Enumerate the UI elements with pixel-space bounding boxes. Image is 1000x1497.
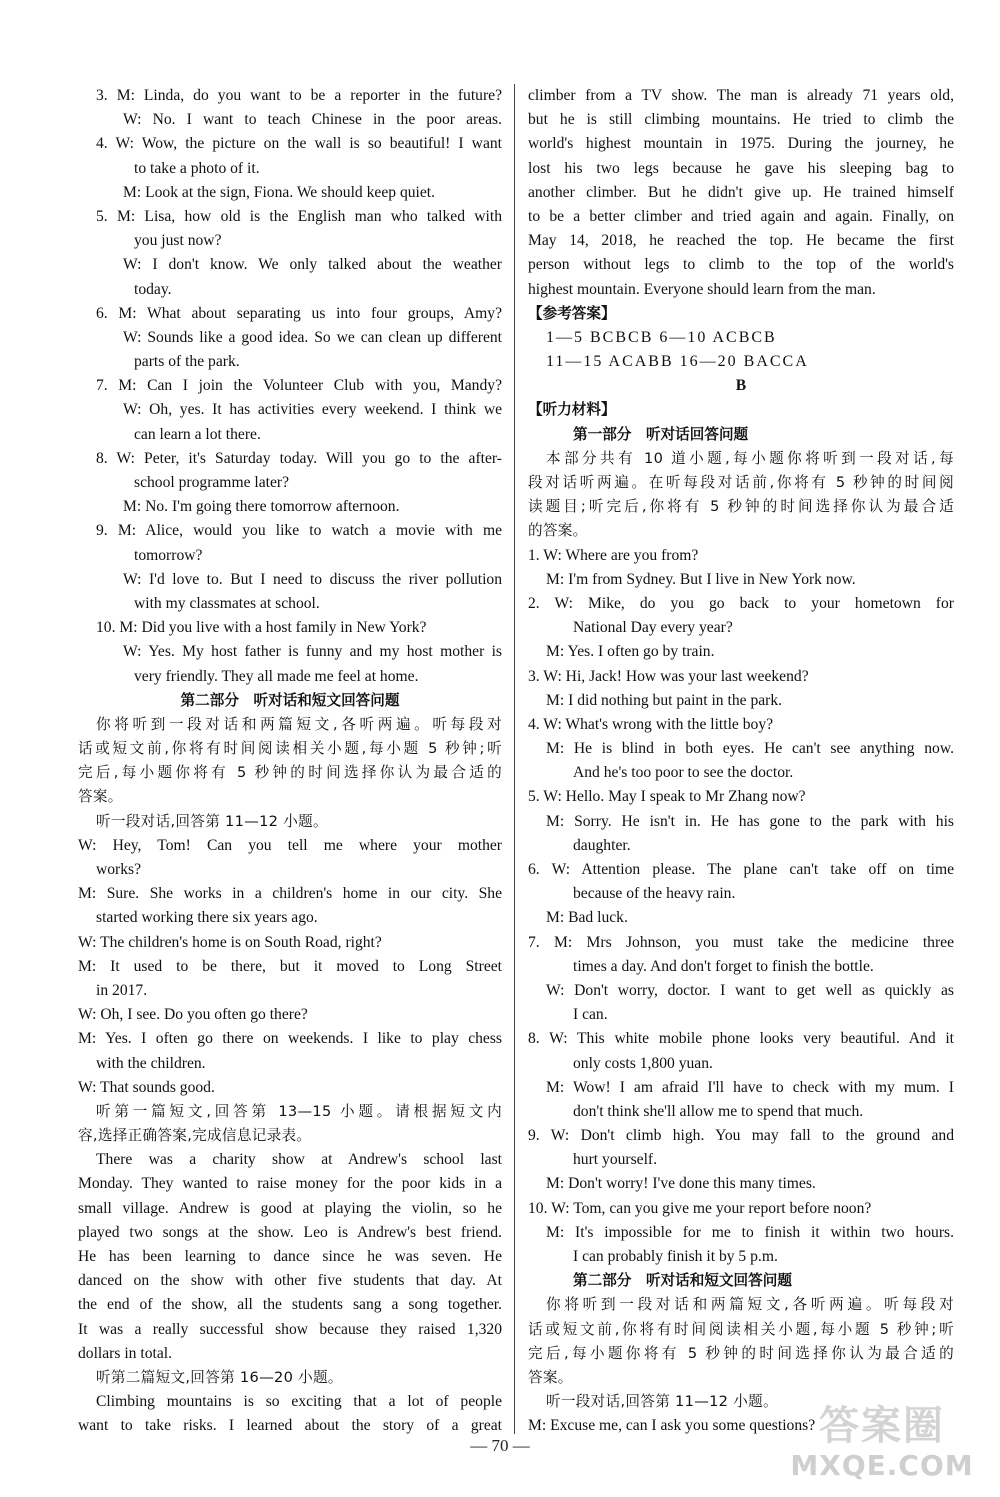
right-column	[528, 84, 954, 1439]
right-column-line: 1. W: Where are you from?	[528, 546, 699, 564]
left-column-line: works?	[96, 861, 142, 878]
left-column-line: dollars in total.	[78, 1344, 172, 1362]
left-column-line: 10. M: Did you live with a host family in New York?	[96, 619, 427, 637]
watermark-logo	[782, 1402, 982, 1488]
right-column-line: highest mountain. Everyone should learn from the man.	[528, 280, 876, 298]
left-column-line: in 2017.	[96, 981, 148, 999]
right-column-line: 听一段对话,回答第 11—12 小题。	[546, 1393, 778, 1411]
right-column-line: 3. W: Hi, Jack! How was your last weekend?	[528, 667, 809, 685]
right-column-line: 话或短文前,你将有时间阅读相关小题,每小题 5 秒钟;听	[528, 1320, 954, 1338]
right-column-line: lost his two legs because he gave his sleeping bag to	[528, 159, 954, 177]
right-column-line: M: He is blind in both eyes. He can't see anything now.	[546, 740, 954, 758]
right-column-line: 段对话听两遍。在听每段对话前,你将有 5 秒钟的时间阅	[528, 474, 954, 491]
right-column-line: 【听力材料】	[528, 401, 616, 419]
left-column-line: you just now?	[134, 232, 222, 250]
right-column-line: National Day every year?	[573, 619, 733, 637]
left-column-line: Climbing mountains is so exciting that a lot of people	[96, 1393, 502, 1411]
page-number: — 70 —	[470, 1436, 530, 1455]
right-column-line: 的答案。	[528, 522, 588, 540]
left-column-line: W: Oh, I see. Do you often go there?	[78, 1006, 308, 1024]
right-column-line: 【参考答案】	[528, 304, 616, 322]
left-column-line: want to take risks. I learned about the story of a great	[78, 1417, 502, 1435]
left-column-line: 3. M: Linda, do you want to be a reporter in the future?	[96, 87, 502, 104]
left-column-line: to take a photo of it.	[134, 159, 260, 177]
watermark-top: 答案圈	[819, 1403, 945, 1449]
column-divider	[514, 84, 515, 1434]
right-column-line: times a day. And don't forget to finish the bottle.	[573, 957, 874, 975]
left-column-line: 6. M: What about separating us into four groups, Amy?	[96, 304, 502, 322]
right-column-line: M: It's impossible for me to finish it within two hours.	[546, 1223, 954, 1241]
left-column-line: 5. M: Lisa, how old is the English man who talked with	[96, 207, 502, 225]
right-column-line: I can probably finish it by 5 p.m.	[573, 1248, 778, 1265]
right-column-line: 读题目;听完后,你将有 5 秒钟的时间选择你认为最合适	[528, 498, 954, 516]
right-column-line: to be a better climber and tried again and again. Finally, on	[528, 207, 954, 225]
right-column-line: 完后,每小题你将有 5 秒钟的时间选择你认为最合适的	[528, 1344, 954, 1362]
left-column-line: 9. M: Alice, would you like to watch a movie with me	[96, 522, 502, 540]
right-column-line: M: Sorry. He isn't in. He has gone to the park with his	[546, 812, 954, 830]
left-column-line: M: Look at the sign, Fiona. We should keep quiet.	[123, 183, 436, 201]
left-column-line: 听第二篇短文,回答第 16—20 小题。	[96, 1368, 343, 1386]
left-column-line: W: I don't know. We only talked about the weather	[123, 256, 502, 274]
left-column-line: very friendly. They all made me feel at home.	[134, 667, 419, 685]
left-column-line: M: Yes. I often go there on weekends. I like to play chess	[78, 1030, 502, 1048]
left-column-line: played two songs at the show. Leo is Andrew's best friend.	[78, 1223, 502, 1241]
right-column-line: 2. W: Mike, do you go back to your hometown for	[528, 594, 954, 612]
left-column-line: W: No. I want to teach Chinese in the poor areas.	[123, 111, 502, 129]
right-column-line: M: Yes. I often go by train.	[546, 643, 715, 661]
right-column-line: 答案。	[528, 1368, 573, 1386]
left-column-line: small village. Andrew is good at playing the violin, so he	[78, 1199, 502, 1217]
right-column-line: don't think she'll allow me to spend that much.	[573, 1102, 864, 1120]
right-column-line: person without legs to climb to the top of the world's	[528, 256, 954, 274]
left-column-line: parts of the park.	[134, 353, 240, 371]
left-column	[78, 84, 502, 1439]
right-column-line: M: Wow! I am afraid I'll have to check with my mum. I	[546, 1078, 954, 1096]
right-column-line: because of the heavy rain.	[573, 885, 736, 903]
left-column-line: He has been learning to dance since he was seven. He	[78, 1248, 502, 1265]
right-column-line: M: Don't worry! I've done this many times.	[546, 1175, 816, 1193]
right-column-line: 6. W: Attention please. The plane can't take off on time	[528, 861, 954, 878]
left-column-line: Monday. They wanted to raise money for the poor kids in a	[78, 1175, 502, 1193]
right-column-line: 7. M: Mrs Johnson, you must take the medicine three	[528, 933, 954, 951]
left-column-line: 听一段对话,回答第 11—12 小题。	[96, 812, 328, 830]
right-column-line: 5. W: Hello. May I speak to Mr Zhang now?	[528, 788, 806, 806]
left-column-line: danced on the show with other five students that day. At	[78, 1272, 502, 1290]
right-column-line: May 14, 2018, he reached the top. He became the first	[528, 232, 954, 250]
left-column-line: the end of the show, all the students sang a song together.	[78, 1296, 502, 1314]
right-column-line: daughter.	[573, 836, 631, 854]
right-column-line: M: I did nothing but paint in the park.	[546, 691, 783, 709]
right-column-line: And he's too poor to see the doctor.	[573, 764, 794, 782]
right-column-line: M: Excuse me, can I ask you some questions?	[528, 1417, 816, 1435]
right-column-line: but he is still climbing mountains. He tried to climb the	[528, 111, 954, 129]
left-column-line: 答案。	[78, 788, 123, 806]
right-column-line: hurt yourself.	[573, 1151, 658, 1169]
left-column-line: There was a charity show at Andrew's school last	[96, 1151, 502, 1169]
left-column-line: 听第一篇短文,回答第 13—15 小题。请根据短文内	[96, 1102, 502, 1120]
left-column-line: W: Yes. My host father is funny and my host mother is	[123, 643, 502, 661]
right-column-line: only costs 1,800 yuan.	[573, 1054, 713, 1072]
right-column-line: 1—5 BCBCB 6—10 ACBCB	[546, 328, 777, 346]
left-column-line: It was a really successful show because they raised 1,320	[78, 1320, 502, 1338]
left-column-line: 8. W: Peter, it's Saturday today. Will you go to the after-	[96, 449, 502, 467]
left-column-line: 第二部分 听对话和短文回答问题	[180, 691, 400, 709]
left-column-line: 话或短文前,你将有时间阅读相关小题,每小题 5 秒钟;听	[78, 740, 502, 758]
left-column-line: W: Oh, yes. It has activities every weekend. I think we	[123, 401, 502, 419]
left-column-line: 容,选择正确答案,完成信息记录表。	[78, 1127, 312, 1145]
right-column-line: W: Don't worry, doctor. I want to get well as quickly as	[546, 981, 954, 999]
left-column-line: 7. M: Can I join the Volunteer Club with you, Mandy?	[96, 377, 502, 395]
left-column-line: can learn a lot there.	[134, 425, 261, 443]
right-column-line: 4. W: What's wrong with the little boy?	[528, 715, 774, 733]
left-column-line: with the children.	[96, 1054, 206, 1072]
left-column-line: W: Sounds like a good idea. So we can clean up different	[123, 328, 502, 346]
left-column-line: M: No. I'm going there tomorrow afternoon.	[123, 498, 400, 516]
left-column-line: with my classmates at school.	[134, 594, 320, 612]
right-column-line: climber from a TV show. The man is already 71 years old,	[528, 87, 954, 104]
right-column-line: 11—15 ACABB 16—20 BACCA	[546, 353, 809, 371]
right-column-line: world's highest mountain in 1975. During the journey, he	[528, 135, 954, 153]
right-column-line: 第二部分 听对话和短文回答问题	[573, 1272, 792, 1290]
left-column-line: 你将听到一段对话和两篇短文,各听两遍。听每段对	[96, 715, 502, 733]
left-column-line: M: It used to be there, but it moved to Long Street	[78, 957, 502, 975]
right-column-line: 9. W: Don't climb high. You may fall to the ground and	[528, 1127, 954, 1145]
right-column-line: 第一部分 听对话回答问题	[573, 425, 749, 443]
right-column-line: M: Bad luck.	[546, 909, 628, 927]
left-column-line: school programme later?	[134, 474, 290, 491]
left-column-line: 完后,每小题你将有 5 秒钟的时间选择你认为最合适的	[78, 764, 502, 782]
left-column-line: M: Sure. She works in a children's home in our city. She	[78, 885, 502, 903]
left-column-line: W: That sounds good.	[78, 1078, 215, 1096]
left-column-line: today.	[134, 280, 172, 298]
right-column-line: B	[735, 377, 747, 395]
right-column-line: 你将听到一段对话和两篇短文,各听两遍。听每段对	[546, 1296, 954, 1314]
left-column-line: W: I'd love to. But I need to discuss the river pollution	[123, 570, 502, 588]
right-column-line: M: I'm from Sydney. But I live in New York now.	[546, 570, 856, 588]
right-column-line: 10. W: Tom, can you give me your report before noon?	[528, 1199, 872, 1217]
left-column-line: W: The children's home is on South Road, right?	[78, 933, 382, 951]
left-column-line: 4. W: Wow, the picture on the wall is so beautiful! I want	[96, 135, 502, 153]
left-column-line: tomorrow?	[134, 546, 203, 564]
right-column-line: another climber. But he didn't give up. He trained himself	[528, 183, 954, 201]
right-column-line: I can.	[573, 1006, 608, 1024]
watermark-bottom: MXQE.COM	[790, 1449, 974, 1482]
left-column-line: started working there six years ago.	[96, 909, 318, 927]
right-column-line: 本部分共有 10 道小题,每小题你将听到一段对话,每	[546, 449, 954, 467]
left-column-line: W: Hey, Tom! Can you tell me where your mother	[78, 836, 502, 854]
right-column-line: 8. W: This white mobile phone looks very beautiful. And it	[528, 1030, 954, 1048]
